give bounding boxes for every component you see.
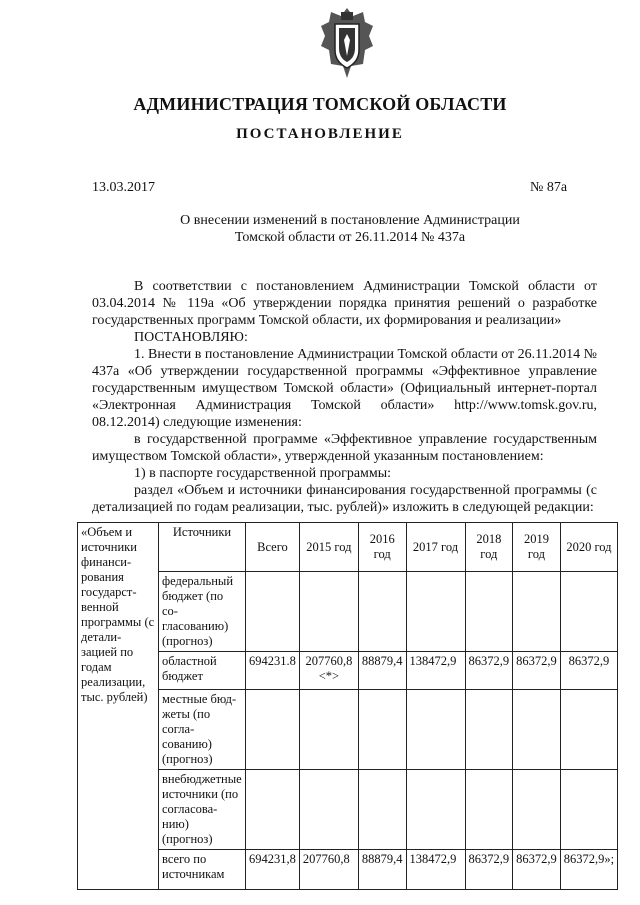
value-cell [465,572,513,652]
value-cell: 86372,9 [465,652,513,690]
table-row [78,690,618,770]
document-number: № 87а [530,180,568,195]
document-date: 13.03.2017 [92,180,155,195]
header-cell: 2020 год [560,523,617,572]
header-cell: 2019 год [513,523,561,572]
subject-line-2: Томской области от 26.11.2014 № 437а [234,230,466,245]
section-label-cell: «Объем и источники финанси-рования государст-венной программы (с детали-зацией по годам реализации, тыс. рублей) [78,523,159,890]
value-cell: 86372,9 [513,850,561,890]
paragraph-program: в государственной программе «Эффективное управление государственным имуществом Томской области», утвержденной указанным постановлением: [92,432,597,464]
value-cell: 88879,4 [358,850,406,890]
value-cell [246,770,300,850]
table-row [78,652,618,690]
paragraph-preamble: В соответствии с постановлением Администрации Томской области от 03.04.2014 № 119а «Об утверждении порядка принятия решений о разработке государственных программ Томской области, их формирования и реализации» [92,279,597,328]
header-cell: 2015 год [299,523,358,572]
value-cell [406,690,465,770]
value-cell [246,572,300,652]
financing-table [77,522,618,890]
value-cell: 138472,9 [406,652,465,690]
value-cell: 86372,9 [560,652,617,690]
value-cell [465,690,513,770]
header-cell: Всего [246,523,300,572]
paragraph-passport: 1) в паспорте государственной программы: [134,466,392,481]
header-cell: 2018 год [465,523,513,572]
value-cell [560,770,617,850]
value-cell: 694231.8 [246,652,300,690]
value-cell: 86372,9 [513,652,561,690]
value-cell [560,572,617,652]
value-cell [358,572,406,652]
table-header-row [78,523,618,572]
value-cell [299,690,358,770]
value-cell [358,690,406,770]
coat-of-arms-emblem [319,6,375,80]
document-subject [140,212,560,246]
value-cell [465,770,513,850]
document-type: ПОСТАНОВЛЕНИЕ [236,126,404,142]
subject-line-1: О внесении изменений в постановление Администрации [180,213,520,228]
value-cell [560,690,617,770]
source-cell: внебюджетные источники (по согласова-нию) (прогноз) [159,770,246,850]
value-cell: 207760,8 [299,850,358,890]
organization-title: АДМИНИСТРАЦИЯ ТОМСКОЙ ОБЛАСТИ [133,94,507,114]
value-cell [513,770,561,850]
paragraph-resolve: ПОСТАНОВЛЯЮ: [134,330,248,345]
value-cell: 138472,9 [406,850,465,890]
source-cell: областной бюджет [159,652,246,690]
value-cell: 86372,9»; [560,850,617,890]
value-cell [513,572,561,652]
value-cell: 207760,8 <*> [299,652,358,690]
paragraph-item-1: 1. Внести в постановление Администрации Томской области от 26.11.2014 № 437а «Об утверждении государственной программы «Эффективное управление государственным имуществом Томской области» (Официальный интернет-портал «Электронная Администрация Томской области» http://www.tomsk.gov.ru, 08.12.2014) следующие изменения: [92,347,597,430]
table-row [78,770,618,850]
value-cell [246,690,300,770]
header-cell: 2017 год [406,523,465,572]
value-cell: 694231,8 [246,850,300,890]
source-cell: местные бюд-жеты (по согла-сованию) (прогноз) [159,690,246,770]
value-cell: 86372,9 [465,850,513,890]
source-cell: всего по источникам [159,850,246,890]
paragraph-section: раздел «Объем и источники финансирования государственной программы (с детализацией по годам реализации, тыс. рублей)» изложить в следующей редакции: [92,483,597,515]
value-cell [406,770,465,850]
table-row [78,850,618,890]
document-body [92,278,597,516]
header-cell: Источники [159,523,246,572]
value-cell [299,572,358,652]
source-cell: федеральный бюджет (по со-гласованию) (прогноз) [159,572,246,652]
header-cell: 2016 год [358,523,406,572]
value-cell [513,690,561,770]
value-cell [358,770,406,850]
table-row [78,572,618,652]
value-cell [406,572,465,652]
value-cell [299,770,358,850]
value-cell: 88879,4 [358,652,406,690]
